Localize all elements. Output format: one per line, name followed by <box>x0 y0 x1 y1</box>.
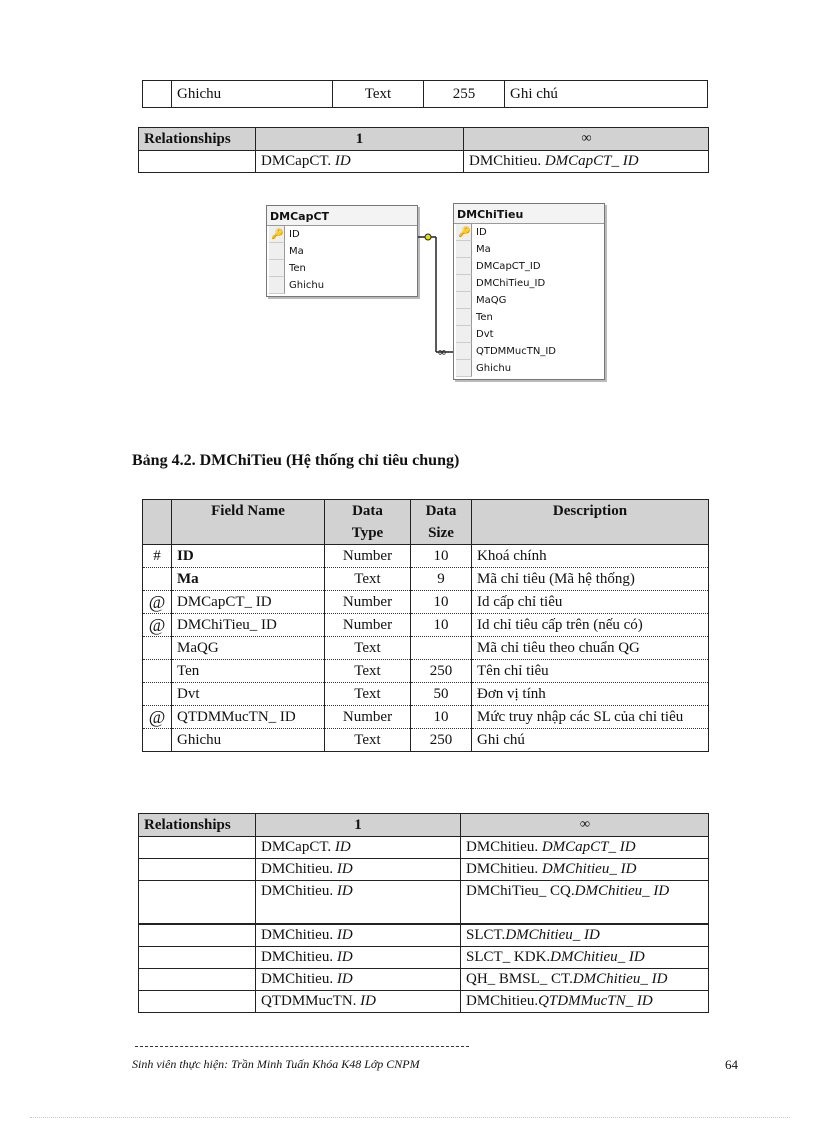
key-marker <box>143 660 172 683</box>
data-type-cell: Text <box>333 81 424 108</box>
description-cell: Ghi chú <box>472 729 709 752</box>
table-row: DMChitieu. ID SLCT.DMChitieu_ ID <box>139 924 709 947</box>
entity-field: Dvt <box>476 329 494 340</box>
key-marker <box>143 568 172 591</box>
data-size-cell <box>411 637 472 660</box>
data-type-header: Data Type <box>325 500 411 545</box>
data-type-cell: Text <box>325 660 411 683</box>
data-type-cell: Number <box>325 706 411 729</box>
table-row <box>143 614 709 637</box>
key-marker <box>143 683 172 706</box>
description-cell: Ghi chú <box>505 81 708 108</box>
data-type-cell: Text <box>325 683 411 706</box>
table-row <box>143 706 709 729</box>
field-name-cell: Ten <box>172 660 325 683</box>
entity-field: Ma <box>289 246 304 257</box>
footer-author: Sinh viên thực hiện: Trần Minh Tuấn Khóa K48 Lớp CNPM <box>132 1057 420 1071</box>
entity-field: Ghichu <box>476 363 512 374</box>
relationship-connector <box>416 228 456 358</box>
field-name-cell: Ghichu <box>172 81 333 108</box>
description-cell: Tên chỉ tiêu <box>472 660 709 683</box>
entity-field: DMChiTieu_ID <box>476 278 546 289</box>
many-end-infinity-icon: ∞ <box>437 345 447 358</box>
one-table: DMCapCT. <box>261 153 335 169</box>
description-cell: Khoá chính <box>472 545 709 568</box>
key-marker: @ <box>143 706 172 729</box>
one-end-key-icon <box>425 234 431 240</box>
dmchitieu-fields-table <box>142 499 709 752</box>
entity-field: Ma <box>476 244 491 255</box>
dmchitieu-entity-box <box>453 203 605 380</box>
data-type-cell: Text <box>325 637 411 660</box>
many-header: ∞ <box>461 814 709 837</box>
data-size-cell: 250 <box>411 660 472 683</box>
description-cell: Đơn vị tính <box>472 683 709 706</box>
primary-key-icon: 🔑 <box>458 227 471 238</box>
relationships-header: Relationships <box>139 128 256 151</box>
key-marker: # <box>143 545 172 568</box>
data-size-cell: 50 <box>411 683 472 706</box>
field-name-cell: DMChiTieu_ ID <box>172 614 325 637</box>
field-name-cell: MaQG <box>172 637 325 660</box>
data-type-cell: Number <box>325 591 411 614</box>
entity-field: MaQG <box>476 295 507 306</box>
table-row: DMChitieu. ID DMChiTieu_ CQ.DMChitieu_ ID <box>139 881 709 925</box>
description-cell: Mã chỉ tiêu theo chuẩn QG <box>472 637 709 660</box>
table-caption: Bảng 4.2. DMChiTieu (Hệ thống chỉ tiêu chung) <box>132 452 460 469</box>
description-cell: Id chỉ tiêu cấp trên (nếu có) <box>472 614 709 637</box>
table-row: QTDMMucTN. ID DMChitieu.QTDMMucTN_ ID <box>139 991 709 1013</box>
field-name-header: Field Name <box>172 500 325 545</box>
table-row <box>143 660 709 683</box>
entity-title: DMChiTieu <box>454 204 604 224</box>
key-marker <box>143 729 172 752</box>
table-row <box>143 545 709 568</box>
entity-field: ID <box>476 227 487 238</box>
table-row <box>143 568 709 591</box>
table-row: DMChitieu. ID QH_ BMSL_ CT.DMChitieu_ ID <box>139 969 709 991</box>
table-row: DMChitieu. ID DMChitieu. DMChitieu_ ID <box>139 859 709 881</box>
many-field: DMCapCT_ ID <box>544 153 639 169</box>
entity-field: ID <box>289 229 300 240</box>
field-name-cell: Dvt <box>172 683 325 706</box>
field-name-cell: Ghichu <box>172 729 325 752</box>
field-name-cell: Ma <box>172 568 325 591</box>
relationships-table-2 <box>138 813 709 1013</box>
page-bottom-divider <box>30 1117 790 1118</box>
description-header: Description <box>472 500 709 545</box>
entity-field: QTDMMucTN_ID <box>476 346 557 357</box>
footer-divider <box>135 1046 469 1047</box>
key-marker: @ <box>143 591 172 614</box>
data-type-cell: Number <box>325 545 411 568</box>
data-size-cell: 10 <box>411 614 472 637</box>
description-cell: Id cấp chỉ tiêu <box>472 591 709 614</box>
relationships-table-1 <box>138 127 709 173</box>
entity-field: Ten <box>476 312 493 323</box>
entity-field: DMCapCT_ID <box>476 261 541 272</box>
relationships-header: Relationships <box>139 814 256 837</box>
entity-field: Ten <box>289 263 306 274</box>
table-row: DMCapCT. ID DMChitieu. DMCapCT_ ID <box>139 837 709 859</box>
field-name-cell: DMCapCT_ ID <box>172 591 325 614</box>
field-name-cell: QTDMMucTN_ ID <box>172 706 325 729</box>
table-row <box>143 591 709 614</box>
table-row <box>143 683 709 706</box>
data-size-cell: 10 <box>411 706 472 729</box>
key-marker: @ <box>143 614 172 637</box>
one-field: ID <box>334 153 351 169</box>
many-header: ∞ <box>464 128 709 151</box>
data-size-cell: 255 <box>424 81 505 108</box>
entity-title: DMCapCT <box>267 206 417 226</box>
fields-table-continuation <box>142 80 708 108</box>
table-row: DMChitieu. ID SLCT_ KDK.DMChitieu_ ID <box>139 947 709 969</box>
table-row <box>139 151 709 173</box>
data-size-header: Data Size <box>411 500 472 545</box>
primary-key-icon: 🔑 <box>271 229 284 240</box>
data-size-cell: 10 <box>411 545 472 568</box>
table-row <box>143 81 708 108</box>
table-row <box>143 637 709 660</box>
description-cell: Mã chỉ tiêu (Mã hệ thống) <box>472 568 709 591</box>
data-type-cell: Text <box>325 729 411 752</box>
one-header: 1 <box>256 128 464 151</box>
data-size-cell: 250 <box>411 729 472 752</box>
data-type-cell: Number <box>325 614 411 637</box>
key-marker <box>143 637 172 660</box>
many-table: DMChitieu. <box>469 153 545 169</box>
description-cell: Mức truy nhập các SL của chỉ tiêu <box>472 706 709 729</box>
data-type-cell: Text <box>325 568 411 591</box>
one-header: 1 <box>256 814 461 837</box>
page-number: 64 <box>725 1057 738 1072</box>
table-row <box>143 729 709 752</box>
entity-field: Ghichu <box>289 280 325 291</box>
field-name-cell: ID <box>172 545 325 568</box>
data-size-cell: 9 <box>411 568 472 591</box>
data-size-cell: 10 <box>411 591 472 614</box>
dmcapct-entity-box <box>266 205 418 297</box>
